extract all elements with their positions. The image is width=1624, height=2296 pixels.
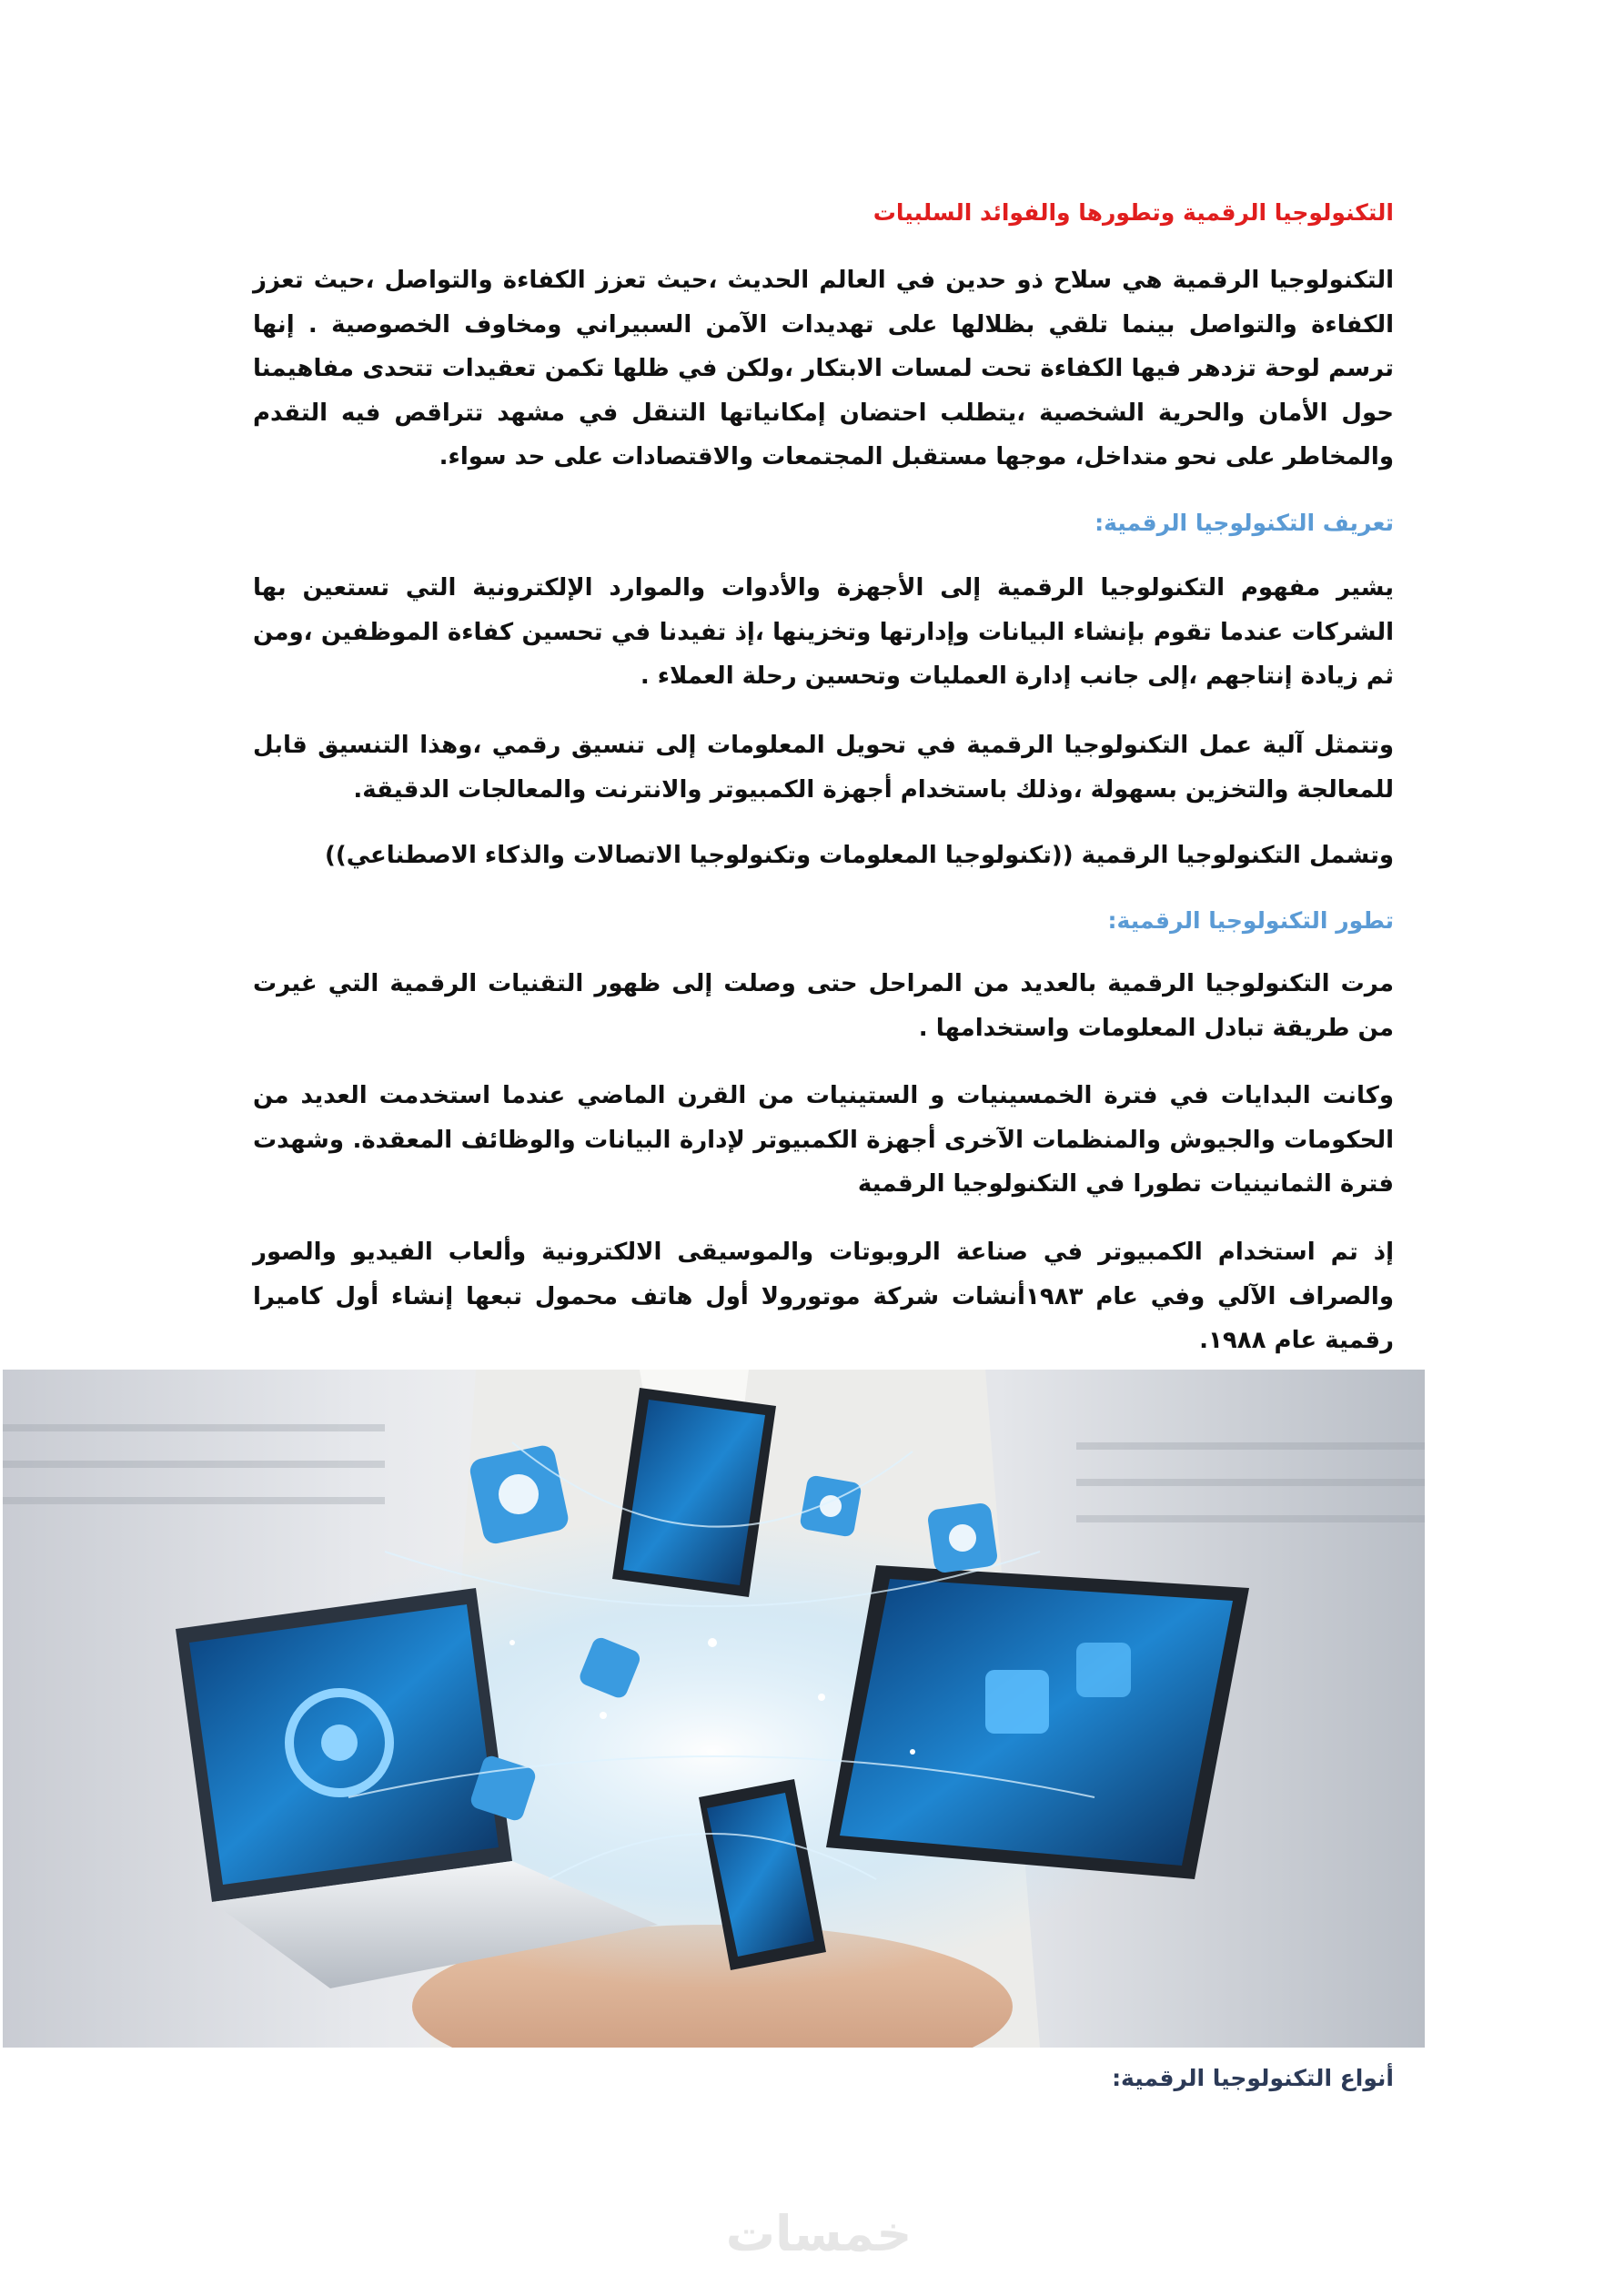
document-title: التكنولوجيا الرقمية وتطورها والفوائد السلبيات	[873, 199, 1394, 226]
evolution-paragraph-1: مرت التكنولوجيا الرقمية بالعديد من المراحل حتى وصلت إلى ظهور التقنيات الرقمية التي غيرت من طريقة تبادل المعلومات واستخدامها .	[253, 970, 1394, 1042]
evolution-paragraph-3: إذ تم استخدام الكمبيوتر في صناعة الروبوتات والموسيقى الالكترونية وألعاب الفيديو والصور والصراف الآلي وفي عام ١٩٨٣أنشات شركة موتورولا أول هاتف محمول تبعها إنشاء أول كاميرا رقمية عام ١٩٨٨.	[253, 1239, 1395, 1354]
intro-paragraph: التكنولوجيا الرقمية هي سلاح ذو حدين في العالم الحديث ،حيث تعزز الكفاءة والتواصل ،حيث تعزز الكفاءة والتواصل بينما تلقي بظلالها على تهديدات الآمن السبيراني ومخاوف الخصوصية . إنها ترسم لوحة تزدهر فيها الكفاءة تحت لمسات الابتكار ،ولكن في ظلها تكمن تعقيدات تتحدى مفاهيمنا حول الأمان والحرية الشخصية ،يتطلب احتضان إمكانياتها التنقل في مشهد تتراقص فيه التقدم والمخاطر على نحو متداخل، موجها مستقبل المجتمعات والاقتصادات على حد سواء.	[253, 267, 1394, 470]
types-heading: أنواع التكنولوجيا الرقمية:	[1112, 2065, 1394, 2091]
definition-paragraph-3: وتشمل التكنولوجيا الرقمية ((تكنولوجيا المعلومات وتكنولوجيا الاتصالات والذكاء الاصطناعي))	[324, 842, 1394, 869]
definition-paragraph-2: وتتمثل آلية عمل التكنولوجيا الرقمية في تحويل المعلومات إلى تنسيق رقمي ،وهذا التنسيق قابل للمعالجة والتخزين بسهولة ،وذلك باستخدام أجهزة الكمبيوتر والانترنت والمعالجات الدقيقة.	[253, 732, 1394, 804]
definition-paragraph-1: يشير مفهوم التكنولوجيا الرقمية إلى الأجهزة والأدوات والموارد الإلكترونية التي تستعين بها الشركات عندما تقوم بإنشاء البيانات وإدارتها وتخزينها ،إذ تفيدنا في تحسين كفاءة الموظفين ،ومن ثم زيادة إنتاجهم ،إلى جانب إدارة العمليات وتحسين رحلة العملاء .	[253, 574, 1394, 690]
evolution-heading: تطور التكنولوجيا الرقمية:	[1107, 907, 1394, 934]
definition-heading: تعريف التكنولوجيا الرقمية:	[1094, 510, 1394, 536]
digital-devices-photo	[3, 1370, 1425, 2048]
khamsat-watermark: خمسات	[725, 2205, 913, 2262]
evolution-paragraph-2: وكانت البدايات في فترة الخمسينيات و الستينيات من القرن الماضي عندما استخدمت العديد من الحكومات والجيوش والمنظمات الآخرى أجهزة الكمبيوتر لإدارة البيانات والوظائف المعقدة. وشهدت فترة الثمانينيات تطورا في التكنولوجيا الرقمية	[253, 1082, 1394, 1198]
